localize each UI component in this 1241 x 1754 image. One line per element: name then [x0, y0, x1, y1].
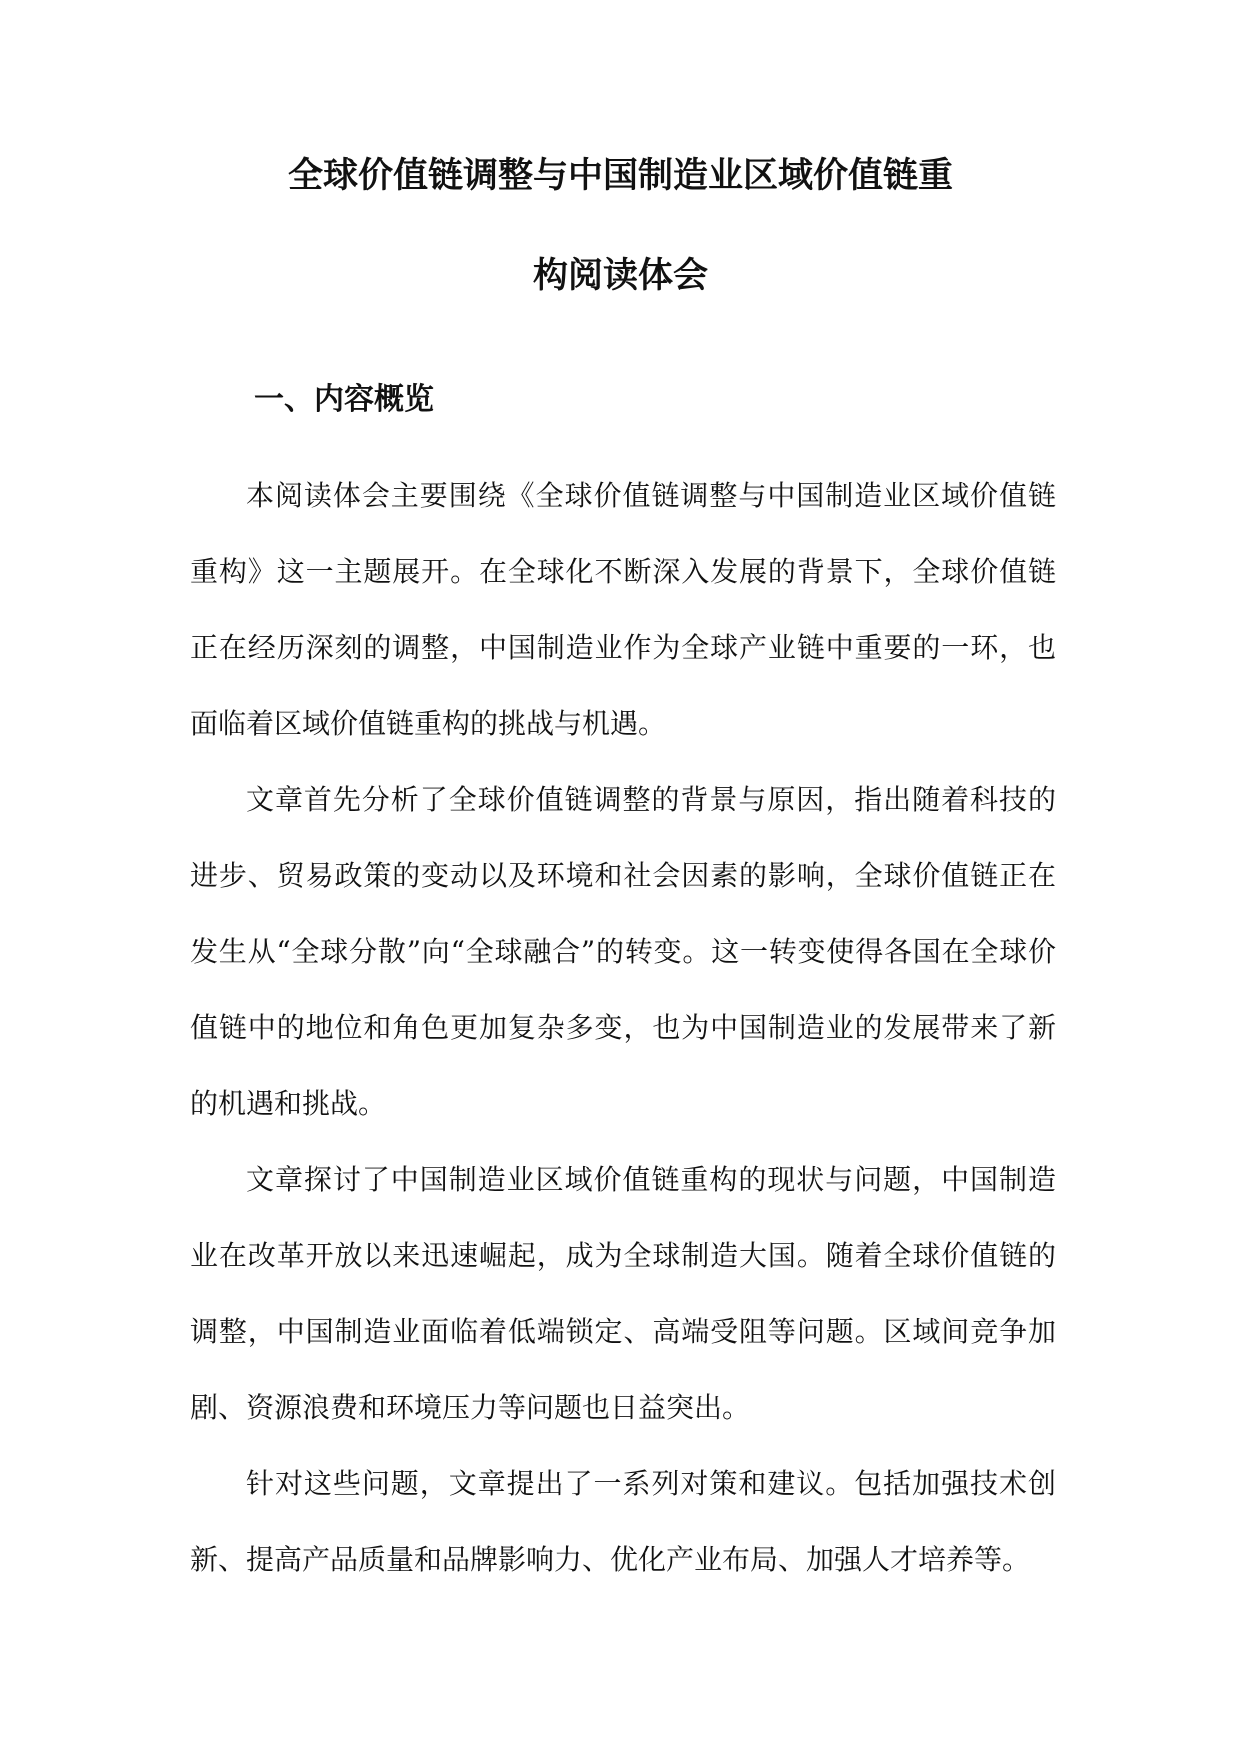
document-title-line-2: 构阅读体会 [532, 256, 708, 296]
document-title-line-1: 全球价值链调整与中国制造业区域价值链重 [287, 156, 953, 196]
section-heading-overview: 一、内容概览 [254, 382, 434, 417]
paragraph-status: 文章探讨了中国制造业区域价值链重构的现状与问题，中国制造业在改革开放以来迅速崛起，成为全球制造大国。随着全球价值链的调整，中国制造业面临着低端锁定、高端受阻等问题。区域间竞争加剧、资源浪费和环境压力等问题也日益突出。 [190, 1163, 1056, 1424]
paragraph-background: 文章首先分析了全球价值链调整的背景与原因，指出随着科技的进步、贸易政策的变动以及环境和社会因素的影响，全球价值链正在发生从“全球分散”向“全球融合”的转变。这一转变使得各国在全球价值链中的地位和角色更加复杂多变，也为中国制造业的发展带来了新的机遇和挑战。 [190, 783, 1056, 1120]
paragraph-suggestions: 针对这些问题，文章提出了一系列对策和建议。包括加强技术创新、提高产品质量和品牌影响力、优化产业布局、加强人才培养等。 [190, 1467, 1056, 1576]
document-body [190, 458, 1056, 1598]
paragraph-intro: 本阅读体会主要围绕《全球价值链调整与中国制造业区域价值链重构》这一主题展开。在全球化不断深入发展的背景下，全球价值链正在经历深刻的调整，中国制造业作为全球产业链中重要的一环，也面临着区域价值链重构的挑战与机遇。 [190, 479, 1056, 740]
